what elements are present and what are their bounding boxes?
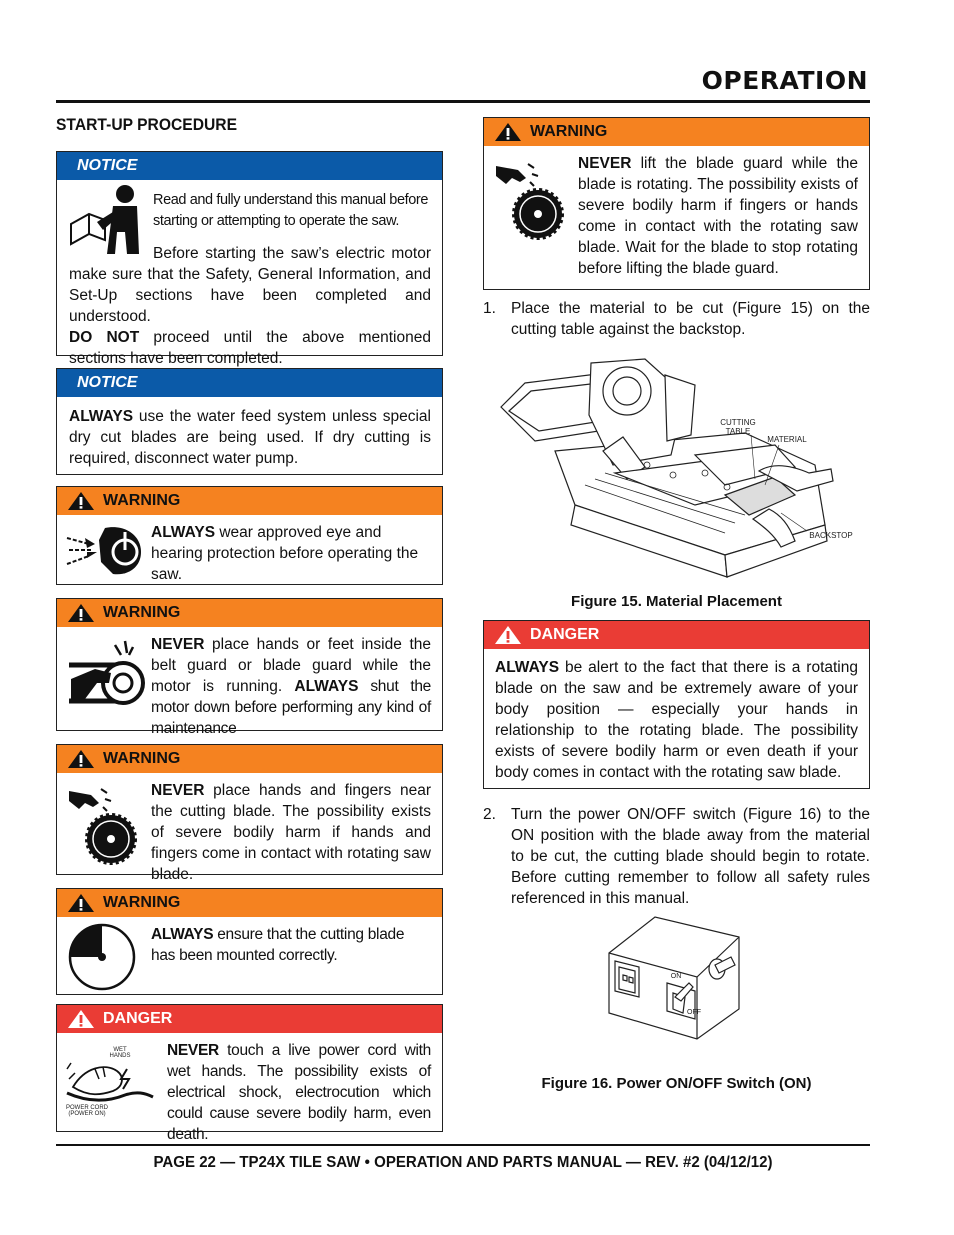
warning-bar [57, 599, 442, 627]
notice1-text-c: proceed until the above mentioned sections have been completed. [69, 329, 431, 367]
footer-rule [56, 1144, 870, 1146]
danger-bar [484, 621, 869, 649]
section-heading: START-UP PROCEDURE [56, 115, 238, 134]
warning3-text: place hands and fingers near the cutting blade. The possibility exists of severe bodily harm if hands and fingers come in contact with rotating saw blade. [151, 782, 431, 883]
step-text: Turn the power ON/OFF switch (Figure 16) to the ON position with the blade away from the material to be cut, the cutting blade should begin to rotate. Before cutting remember to follow all safety rules referenced in this manual. [511, 806, 870, 907]
warning-triangle-icon [67, 749, 95, 769]
danger-box-rotating-blade [483, 620, 870, 789]
warning-box-protection [56, 486, 443, 585]
warning-triangle-icon [67, 893, 95, 913]
notice1-bold: DO NOT [69, 329, 140, 346]
warning-label: WARNING [103, 750, 181, 767]
warning4-text: ensure that the cutting blade has been mounted correctly. [151, 926, 405, 964]
figure-15-caption: Figure 15. Material Placement [571, 593, 782, 610]
notice1-text-a: Read and fully understand this manual before starting or attempting to operate the saw. [153, 192, 429, 229]
notice2-text: use the water feed system unless special dry cut blades are being used. If dry cutting is required, disconnect water pump. [69, 408, 431, 467]
notice-box-manual [56, 151, 443, 367]
warning5-bold: NEVER [578, 155, 632, 172]
danger-triangle-icon [494, 625, 522, 645]
notice-bar: NOTICE [57, 152, 442, 180]
danger-bar [57, 1005, 442, 1033]
warning-bar [57, 889, 442, 917]
material-label: MATERIAL [767, 435, 807, 444]
notice2-bold: ALWAYS [69, 408, 134, 425]
warning2-bold1: NEVER [151, 636, 205, 653]
belt-guard-hand-icon [67, 639, 147, 717]
danger-label: DANGER [103, 1010, 173, 1027]
notice-bar: NOTICE [57, 369, 442, 397]
warning-label: WARNING [530, 123, 608, 140]
notice1-text-b: Before starting the saw’s electric motor make sure that the Safety, General Information, and Set-Up sections have been completed and understood. [69, 245, 431, 325]
power-cord-label: POWER CORD (POWER ON) [66, 1105, 108, 1117]
warning-label: WARNING [103, 492, 181, 509]
wet-hands-power-cord-icon [65, 1057, 155, 1105]
warning1-text: wear approved eye and hearing protection before operating the saw. [151, 524, 419, 583]
saw-blade-hand-icon [65, 783, 145, 871]
danger-label: DANGER [530, 626, 600, 643]
warning-triangle-icon [67, 603, 95, 623]
danger2-text: be alert to the fact that there is a rotating blade on the saw and be extremely aware of your body position — especially your hands in relationship to the rotating blade. The possibility exists of severe bodily harm or even death if your body comes in contact with the rotating saw blade. [495, 659, 858, 781]
warning2-bold2: ALWAYS [294, 678, 359, 695]
warning-bar [57, 487, 442, 515]
tile-saw-material-placement-figure [495, 355, 865, 585]
warning-box-belt-guard [56, 598, 443, 737]
warning-label: WARNING [103, 604, 181, 621]
step-2 [483, 804, 870, 909]
step-text: Place the material to be cut (Figure 15) on the cutting table against the backstop. [511, 300, 870, 338]
page-title: OPERATION [701, 66, 868, 95]
danger2-bold: ALWAYS [495, 659, 560, 676]
cutting-table-label: CUTTING TABLE [720, 418, 756, 436]
title-rule [56, 100, 870, 103]
warning-bar [484, 118, 869, 146]
warning5-text: lift the blade guard while the blade is rotating. The possibility exists of severe bodily harm if fingers or hands come in contact with the rotating saw blade. Wait for the blade to stop rotating before lifting the blade guard. [578, 155, 858, 277]
step-1 [483, 298, 870, 340]
danger1-bold: NEVER [167, 1042, 219, 1059]
warning-box-blade-guard [483, 117, 870, 290]
warning3-bold: NEVER [151, 782, 205, 799]
warning2-text1: place hands or feet inside the belt guard or blade guard while the motor is running. [151, 636, 431, 695]
warning-triangle-icon [494, 122, 522, 142]
warning-box-blade-mounted [56, 888, 443, 995]
step-number: 1. [483, 300, 496, 317]
warning-triangle-icon [67, 491, 95, 511]
page-footer: PAGE 22 — TP24X TILE SAW • OPERATION AND PARTS MANUAL — REV. #2 (04/12/12) [153, 1154, 773, 1171]
figure-16-caption: Figure 16. Power ON/OFF Switch (ON) [541, 1075, 812, 1092]
backstop-label: BACKSTOP [809, 531, 853, 540]
warning-bar [57, 745, 442, 773]
step-number: 2. [483, 806, 496, 823]
eye-ear-protection-icon [65, 522, 145, 580]
danger1-text: touch a live power cord with wet hands. The possibility exists of electrical shock, electrocution which could cause severe bodily harm, even death. [167, 1042, 431, 1143]
notice-box-water [56, 368, 443, 475]
danger-box-power-cord [56, 1004, 443, 1143]
saw-blade-hand-icon [492, 158, 572, 246]
wet-hands-label: WET HANDS [109, 1047, 131, 1059]
switch-off-label: OFF [687, 1009, 701, 1016]
warning-box-blade-hands [56, 744, 443, 883]
danger-triangle-icon [67, 1009, 95, 1029]
warning2-text2: shut the motor down before performing any kind of maintenance [151, 678, 431, 737]
warning-label: WARNING [103, 894, 181, 911]
switch-on-label: ON [670, 973, 682, 980]
warning4-bold: ALWAYS [151, 926, 214, 943]
cutting-blade-icon [67, 922, 137, 992]
warning1-bold: ALWAYS [151, 524, 216, 541]
